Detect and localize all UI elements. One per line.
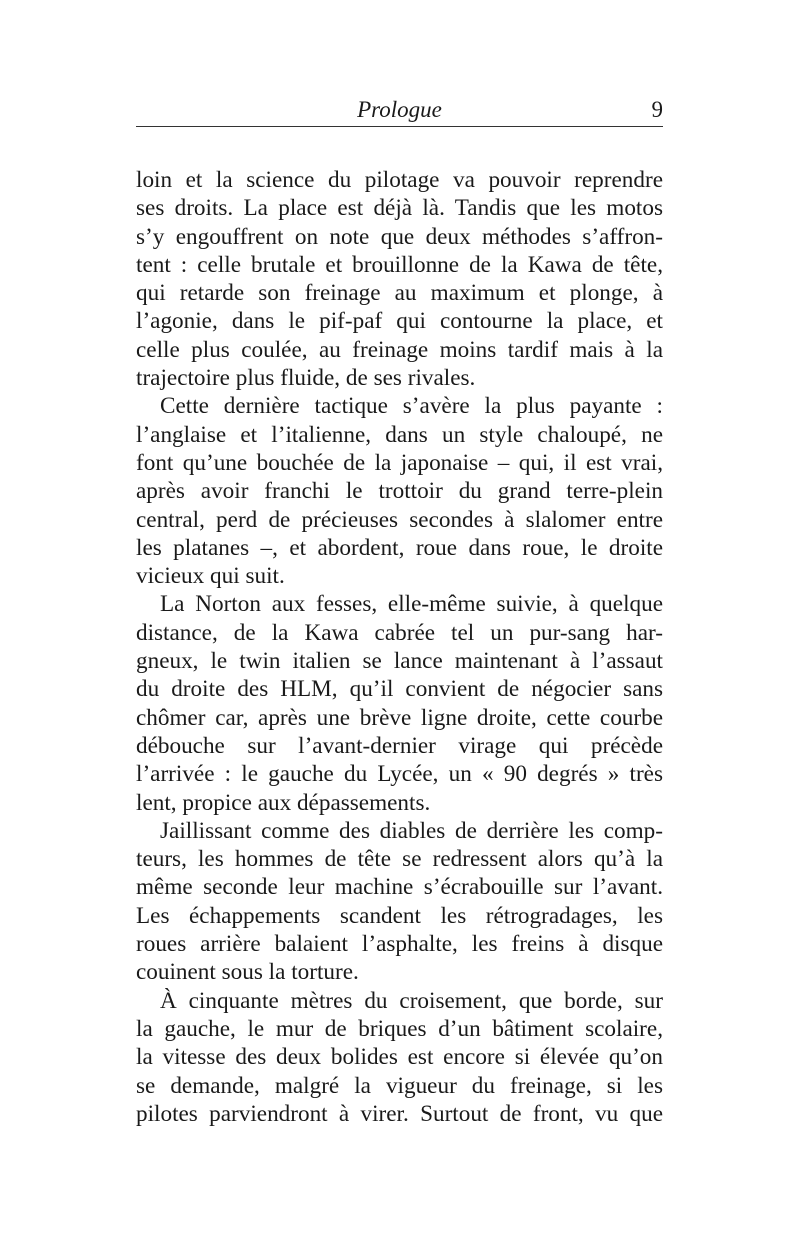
text-line: les platanes –, et abordent, roue dans roue, le droite <box>136 534 663 561</box>
text-line: gneux, le twin italien se lance maintenant à l’assaut <box>136 648 663 675</box>
text-line: qui retarde son freinage au maximum et plonge, à <box>136 280 663 307</box>
text-line: Cette dernière tactique s’avère la plus payante : <box>160 393 663 420</box>
text-line: du droite des HLM, qu’il convient de négocier sans <box>136 676 663 703</box>
page-number: 9 <box>651 97 663 122</box>
text-line: À cinquante mètres du croisement, que borde, sur <box>160 987 663 1014</box>
paragraph-3 <box>136 590 663 816</box>
paragraph-1 <box>136 166 663 392</box>
paragraph-5 <box>136 987 663 1128</box>
text-line: se demande, malgré la vigueur du freinage, si les <box>136 1072 663 1099</box>
text-line: distance, de la Kawa cabrée tel un pur-sang har- <box>136 619 663 646</box>
text-line: même seconde leur machine s’écrabouille sur l’avant. <box>136 874 663 901</box>
text-line: chômer car, après une brève ligne droite, cette courbe <box>136 704 663 731</box>
text-line: roues arrière balaient l’asphalte, les freins à disque <box>136 931 663 958</box>
text-line: tent : celle brutale et brouillonne de la Kawa de tête, <box>136 251 663 278</box>
text-line: débouche sur l’avant-dernier virage qui précède <box>136 732 663 759</box>
text-line: couinent sous la torture. <box>136 959 359 986</box>
paragraph-4 <box>136 817 663 987</box>
text-line: après avoir franchi le trottoir du grand terre-plein <box>136 478 663 505</box>
text-line: font qu’une bouchée de la japonaise – qui, il est vrai, <box>136 449 663 476</box>
text-line: pilotes parviendront à virer. Surtout de front, vu que <box>136 1100 663 1127</box>
text-line: La Norton aux fesses, elle-même suivie, à quelque <box>160 591 663 618</box>
text-line: la gauche, le mur de briques d’un bâtiment scolaire, <box>136 1015 663 1042</box>
text-line: teurs, les hommes de tête se redressent alors qu’à la <box>136 846 663 873</box>
running-header <box>136 96 663 127</box>
text-line: l’anglaise et l’italienne, dans un style chaloupé, ne <box>136 421 663 448</box>
text-line: Les échappements scandent les rétrogradages, les <box>136 902 663 929</box>
text-line: s’y engouffrent on note que deux méthodes s’affron- <box>136 223 663 250</box>
chapter-title: Prologue <box>357 97 442 122</box>
text-line: vicieux qui suit. <box>136 563 285 590</box>
text-line: lent, propice aux dépassements. <box>136 789 431 816</box>
text-line: Jaillissant comme des diables de derrière les comp- <box>160 817 663 844</box>
text-line: l’agonie, dans le pif-paf qui contourne la place, et <box>136 308 663 335</box>
text-line: loin et la science du pilotage va pouvoir reprendre <box>136 167 663 193</box>
text-line: ses droits. La place est déjà là. Tandis que les motos <box>136 195 663 222</box>
text-line: la vitesse des deux bolides est encore si élevée qu’on <box>136 1044 663 1071</box>
text-line: central, perd de précieuses secondes à slalomer entre <box>136 506 663 533</box>
paragraph-2 <box>136 392 663 590</box>
text-line: celle plus coulée, au freinage moins tardif mais à la <box>136 336 663 363</box>
body-text <box>136 166 663 1128</box>
text-line: l’arrivée : le gauche du Lycée, un « 90 degrés » très <box>136 761 663 788</box>
text-line: trajectoire plus fluide, de ses rivales. <box>136 365 476 392</box>
